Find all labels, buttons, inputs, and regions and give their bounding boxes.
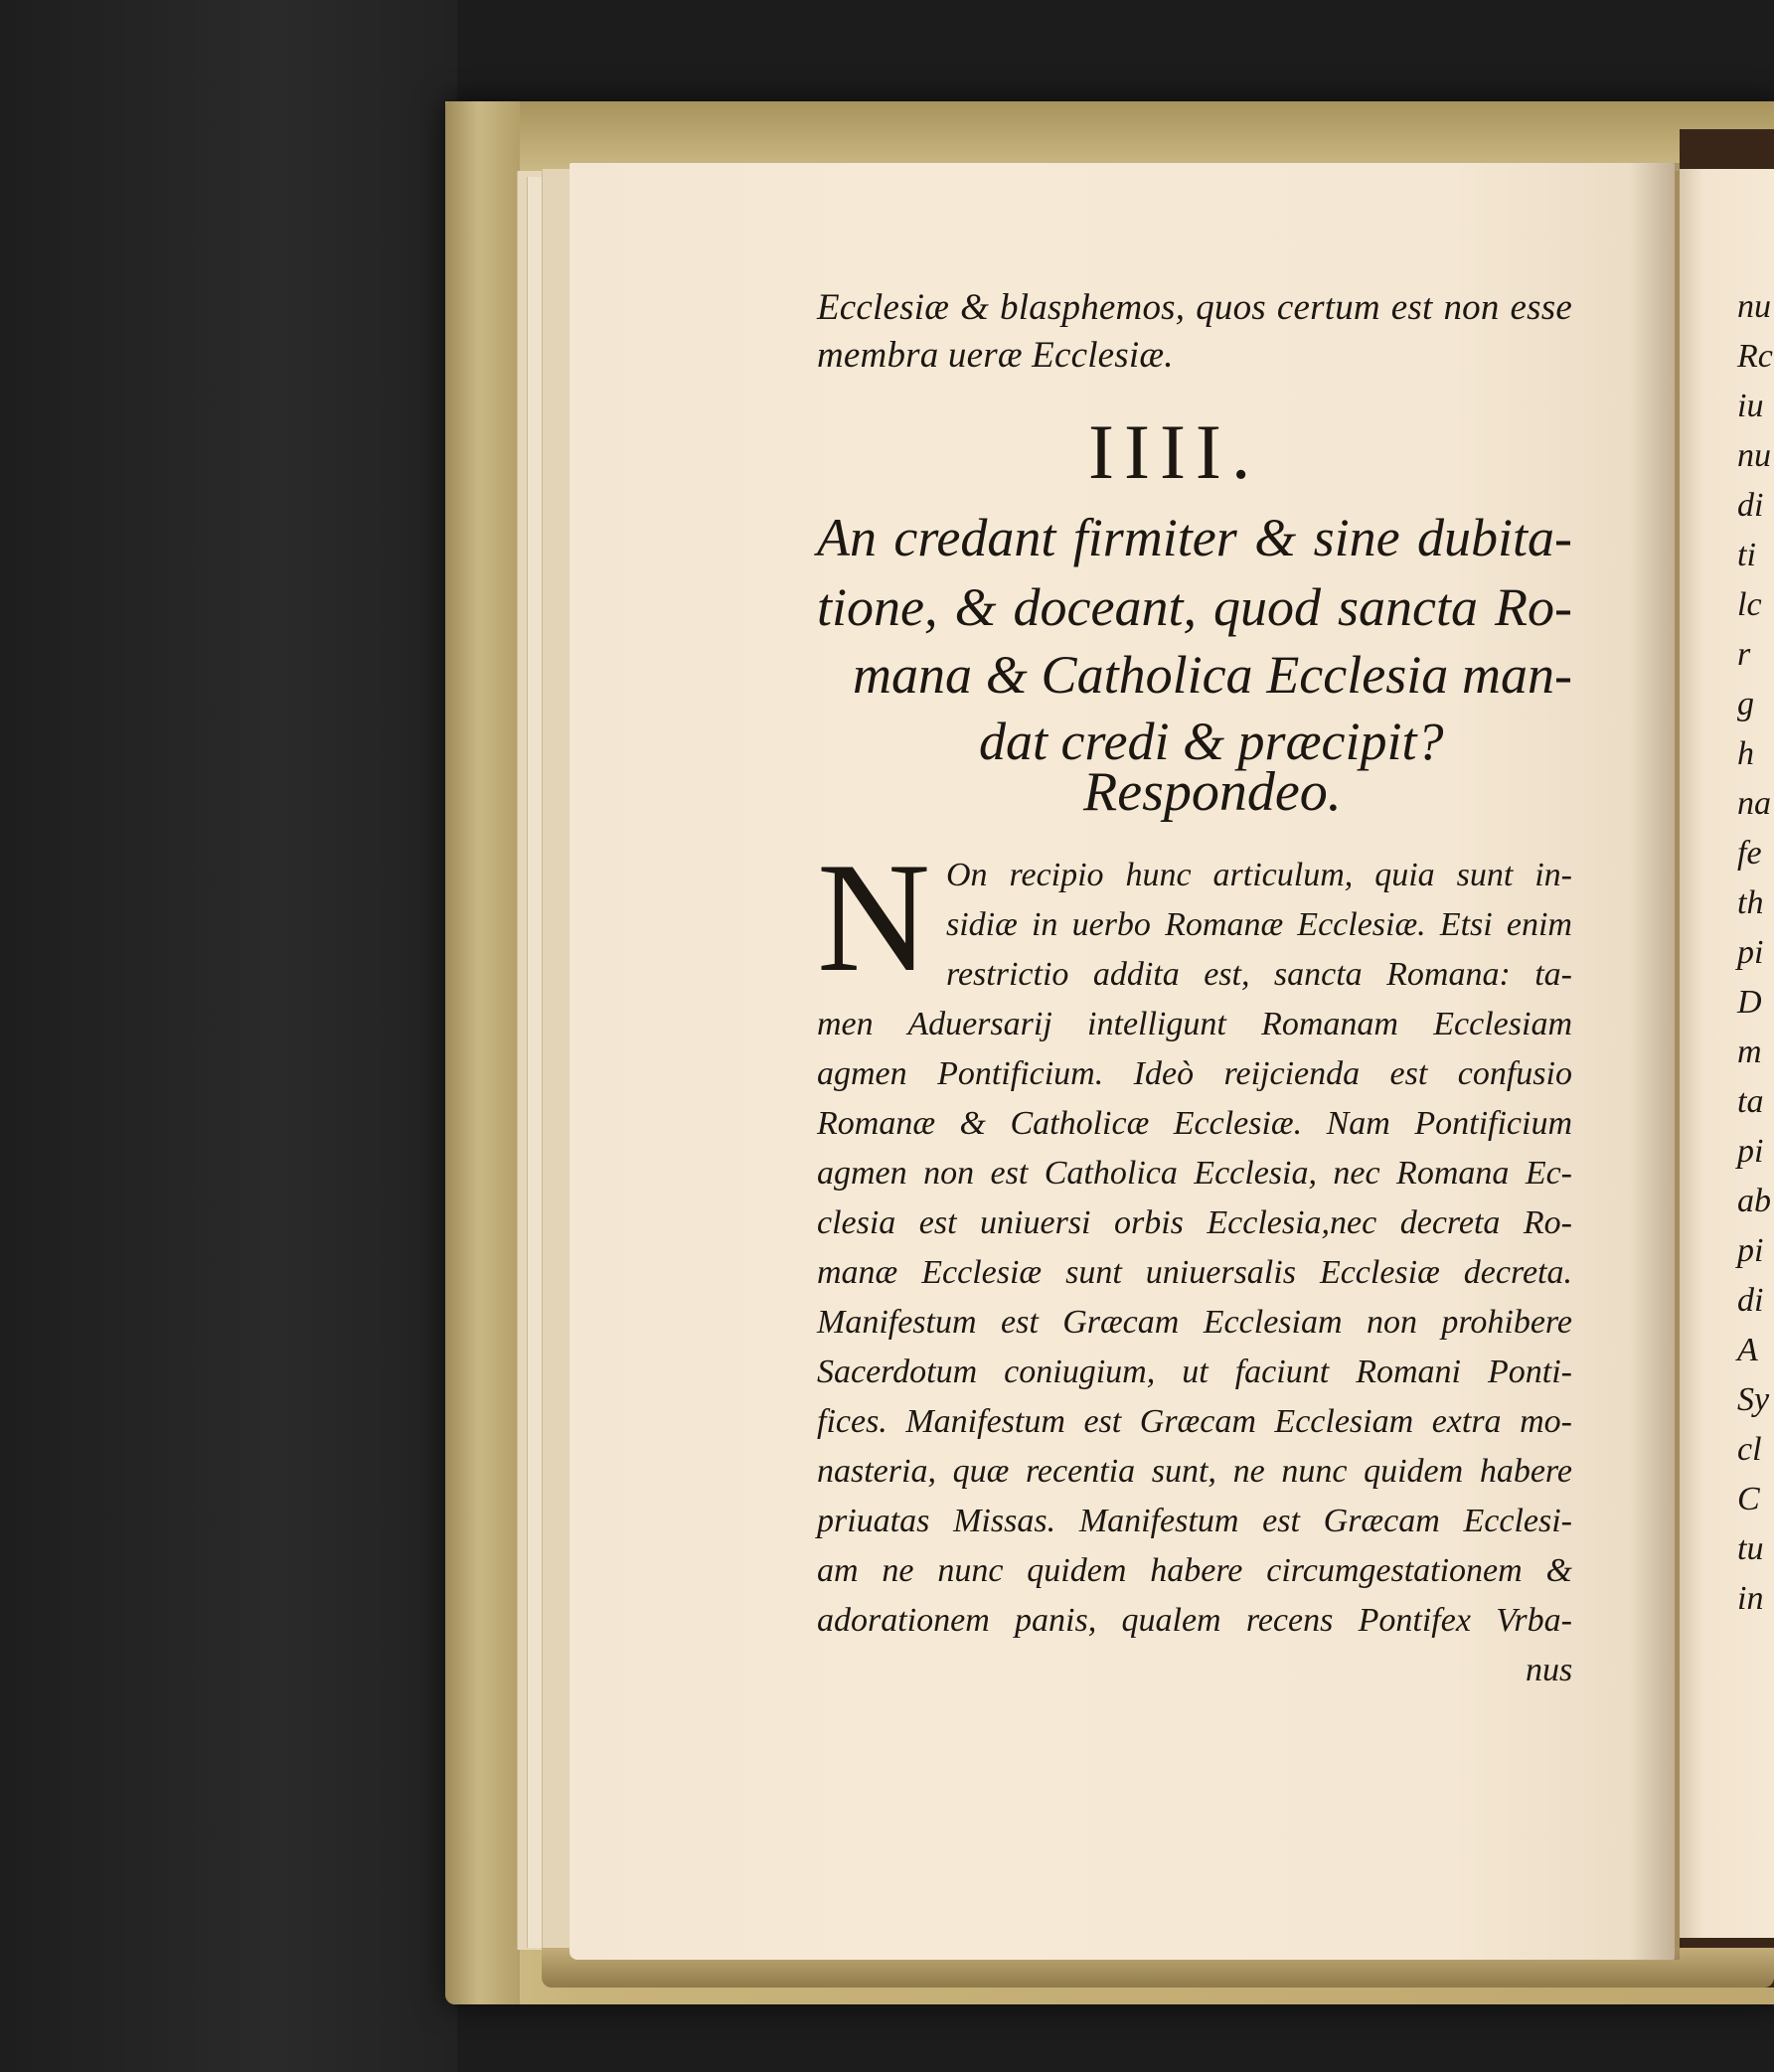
facing-page-fragment: ta (1737, 1083, 1764, 1120)
body-line: agmen Pontificium. Ideò reijcienda est confusio (817, 1055, 1572, 1092)
body-line: nasteria, quæ recentia sunt, ne nunc quidem habere (817, 1453, 1572, 1490)
facing-page-fragment: g (1737, 686, 1754, 722)
page-gutter (1630, 163, 1680, 1960)
facing-page-fragment: Rc (1737, 338, 1773, 375)
question-line: mana & Catholica Ecclesia man- (853, 645, 1572, 705)
facing-page-fragment: lc (1737, 586, 1762, 623)
facing-page-fragment: pi (1737, 1232, 1764, 1269)
facing-page-fragment: di (1737, 487, 1764, 524)
text-line: membra ueræ Ecclesiæ. (817, 335, 1174, 376)
body-line: Sacerdotum coniugium, ut faciunt Romani Ponti- (817, 1354, 1572, 1390)
body-line: On recipio hunc articulum, quia sunt in- (946, 857, 1572, 893)
facing-page-fragment: tu (1737, 1530, 1764, 1567)
facing-page-fragment: D (1737, 984, 1762, 1021)
facing-page-fragment: m (1737, 1034, 1762, 1070)
facing-page-fragment: A (1737, 1332, 1758, 1368)
body-line: sidiæ in uerbo Romanæ Ecclesiæ. Etsi enim (946, 906, 1572, 943)
facing-page-fragment: na (1737, 785, 1771, 822)
facing-page-fragment: nu (1737, 288, 1771, 325)
facing-page-fragment: iu (1737, 388, 1764, 424)
body-line: agmen non est Catholica Ecclesia, nec Romana Ec- (817, 1155, 1572, 1192)
page-edge (542, 169, 572, 1958)
body-line: adorationem panis, qualem recens Pontifex Vrba- (817, 1602, 1572, 1639)
body-line: clesia est uniuersi orbis Ecclesia,nec decreta Ro- (817, 1204, 1572, 1241)
question-line: tione, & doceant, quod sancta Ro- (817, 577, 1572, 637)
facing-page-fragment: in (1737, 1580, 1764, 1617)
response-heading: Respondeo. (1083, 761, 1342, 823)
facing-page-fragment: di (1737, 1282, 1764, 1319)
drop-cap: N (817, 831, 931, 1005)
facing-page-fragment: th (1737, 884, 1764, 921)
body-line: men Aduersarij intelligunt Romanam Ecclesiam (817, 1006, 1572, 1042)
body-line: am ne nunc quidem habere circumgestationem & (817, 1552, 1572, 1589)
body-line: Romanæ & Catholicæ Ecclesiæ. Nam Pontificium (817, 1105, 1572, 1142)
section-heading: IIII. (1088, 408, 1261, 495)
facing-page-fragment: Sy (1737, 1381, 1770, 1418)
facing-page-fragment: nu (1737, 437, 1771, 474)
body-line: Manifestum est Græcam Ecclesiam non prohibere (817, 1304, 1572, 1341)
body-line: restrictio addita est, sancta Romana: ta- (946, 956, 1572, 993)
catchword: nus (1526, 1652, 1573, 1688)
facing-page-fragment: ti (1737, 537, 1756, 573)
body-line: fices. Manifestum est Græcam Ecclesiam extra mo- (817, 1403, 1572, 1440)
facing-page-fragment: ab (1737, 1183, 1771, 1219)
dark-background (0, 0, 457, 2072)
cover-top-edge (445, 101, 1774, 171)
facing-page-fragment: C (1737, 1481, 1760, 1517)
cover-spine-fold (445, 101, 520, 2004)
body-line: priuatas Missas. Manifestum est Græcam Ecclesi- (817, 1503, 1572, 1539)
question-line: dat credi & præcipit? (979, 712, 1444, 771)
body-line: manæ Ecclesiæ sunt uniuersalis Ecclesiæ decreta. (817, 1254, 1572, 1291)
facing-page-fragment: pi (1737, 934, 1764, 971)
facing-page-fragment: h (1737, 735, 1754, 772)
text-line: Ecclesiæ & blasphemos, quos certum est non esse (817, 287, 1572, 328)
facing-page-fragment: r (1737, 636, 1751, 673)
question-line: An credant firmiter & sine dubita- (817, 508, 1572, 567)
facing-page-fragment: cl (1737, 1431, 1762, 1468)
facing-page-fragment: fe (1737, 835, 1762, 872)
facing-page-fragment: pi (1737, 1133, 1764, 1170)
